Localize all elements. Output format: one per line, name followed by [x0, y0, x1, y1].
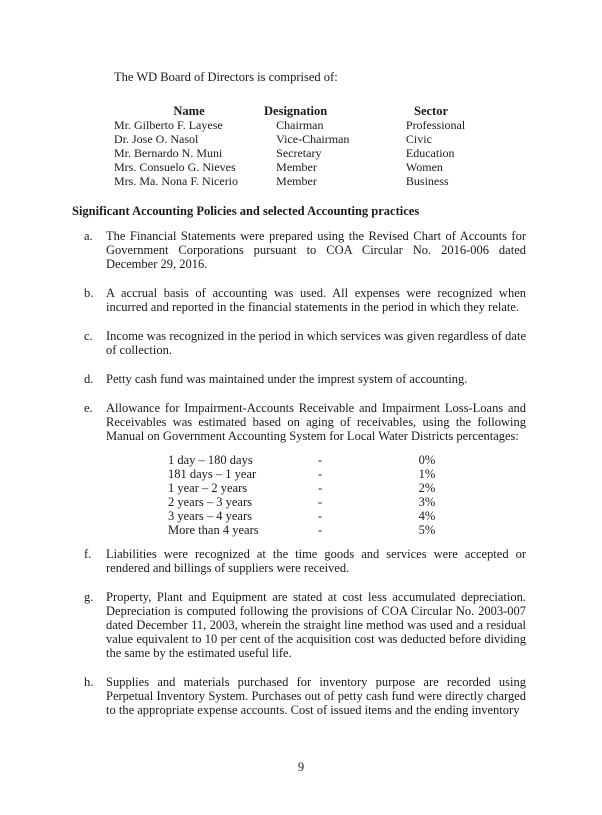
item-letter: h.	[84, 675, 94, 689]
board-row	[114, 132, 514, 146]
header-designation: Designation	[264, 104, 328, 118]
member-sector: Women	[405, 160, 443, 174]
item-text: Income was recognized in the period in which services was given regardless of date of collection.	[106, 329, 526, 357]
member-designation: Secretary	[276, 146, 322, 160]
member-name: Mr. Bernardo N. Muni	[114, 146, 223, 160]
member-name: Mrs. Consuelo G. Nieves	[114, 160, 236, 174]
member-sector: Professional	[405, 118, 466, 132]
rate-row	[168, 467, 446, 481]
rate-row	[168, 453, 446, 467]
header-name: Name	[173, 104, 205, 118]
rate-row	[168, 523, 446, 537]
item-text: Property, Plant and Equipment are stated at cost less accumulated depreciation. Depreciation is computed following the provisions of COA Circular No. 2003-007 dated December 11, 2003, wherein the straight line method was used and a residual value equivalent to 10 per cent of the acquisition cost was deducted before dividing the same by the estimated useful life.	[106, 590, 526, 660]
rate-row	[168, 495, 446, 509]
item-text: Petty cash fund was maintained under the imprest system of accounting.	[106, 372, 468, 386]
item-letter: b.	[84, 286, 94, 300]
board-row	[114, 146, 514, 160]
item-text: A accrual basis of accounting was used. All expenses were recognized when incurred and reported in the financial statements in the period in which they relate.	[106, 286, 526, 314]
policy-item-e	[84, 401, 526, 443]
rate-value: 2%	[418, 481, 436, 495]
rate-dash: -	[318, 523, 323, 537]
board-intro: The WD Board of Directors is comprised of:	[114, 70, 338, 84]
item-text: Liabilities were recognized at the time goods and services were accepted or rendered and billings of suppliers were received.	[106, 547, 526, 575]
item-letter: a.	[84, 229, 93, 243]
rate-value: 1%	[418, 467, 436, 481]
member-sector: Education	[405, 146, 455, 160]
item-text: The Financial Statements were prepared using the Revised Chart of Accounts for Government Corporations pursuant to COA Circular No. 2016-006 dated December 29, 2016.	[106, 229, 526, 271]
policy-item-c	[84, 329, 526, 357]
rate-period: 181 days – 1 year	[168, 467, 257, 481]
rate-period: 2 years – 3 years	[168, 495, 252, 509]
rate-period: 1 day – 180 days	[168, 453, 253, 467]
member-designation: Vice-Chairman	[276, 132, 350, 146]
rate-value: 5%	[418, 523, 436, 537]
item-text: Supplies and materials purchased for inventory purpose are recorded using Perpetual Inventory System. Purchases out of petty cash fund were directly charged to the appropriate expense accounts. Cost of issued items and the ending inventory	[106, 675, 526, 717]
member-designation: Chairman	[276, 118, 324, 132]
rate-period: 1 year – 2 years	[168, 481, 248, 495]
rate-row	[168, 509, 446, 523]
member-name: Dr. Jose O. Nasol	[114, 132, 199, 146]
rate-value: 0%	[418, 453, 436, 467]
member-designation: Member	[276, 160, 317, 174]
item-letter: d.	[84, 372, 94, 386]
member-sector: Business	[405, 174, 449, 188]
item-letter: c.	[84, 329, 93, 343]
rate-value: 3%	[418, 495, 436, 509]
policy-item-g	[84, 590, 526, 660]
item-letter: g.	[84, 590, 94, 604]
rate-dash: -	[318, 467, 323, 481]
item-text: Allowance for Impairment-Accounts Receivable and Impairment Loss-Loans and Receivables was estimated based on aging of receivables, using the following Manual on Government Accounting System for Local Water Districts percentages:	[106, 401, 526, 443]
header-sector: Sector	[414, 104, 449, 118]
board-row	[114, 160, 514, 174]
section-title: Significant Accounting Policies and selected Accounting practices	[72, 204, 420, 218]
policy-item-a	[84, 229, 526, 271]
board-row	[114, 118, 514, 132]
rate-row	[168, 481, 446, 495]
rate-value: 4%	[418, 509, 436, 523]
rate-period: More than 4 years	[168, 523, 259, 537]
board-row	[114, 174, 514, 188]
rate-dash: -	[318, 481, 323, 495]
policy-item-f	[84, 547, 526, 575]
policy-list	[84, 229, 526, 717]
member-designation: Member	[276, 174, 317, 188]
item-letter: f.	[84, 547, 92, 561]
aging-rates-table	[168, 453, 446, 537]
board-table-header	[114, 104, 514, 118]
member-sector: Civic	[405, 132, 432, 146]
page-number: 9	[297, 760, 305, 774]
rate-dash: -	[318, 495, 323, 509]
board-table	[114, 104, 514, 188]
policy-item-h	[84, 675, 526, 717]
item-letter: e.	[84, 401, 93, 415]
rate-dash: -	[318, 509, 323, 523]
policy-item-b	[84, 286, 526, 314]
member-name: Mrs. Ma. Nona F. Nicerio	[114, 174, 239, 188]
rate-dash: -	[318, 453, 323, 467]
member-name: Mr. Gilberto F. Layese	[114, 118, 223, 132]
rate-period: 3 years – 4 years	[168, 509, 252, 523]
policy-item-d	[84, 372, 526, 386]
